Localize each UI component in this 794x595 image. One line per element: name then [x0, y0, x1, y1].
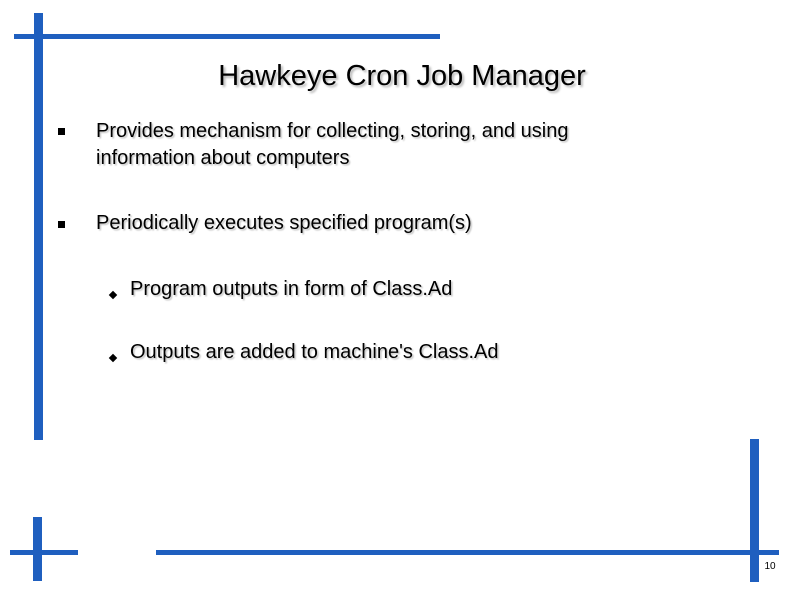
top-horizontal-bar [14, 34, 440, 39]
bullet-1-text [96, 118, 716, 172]
square-bullet-icon [58, 221, 65, 228]
bullet-2-text: Periodically executes specified program(s) [96, 212, 472, 234]
sub-bullet-1-text: Program outputs in form of Class.Ad [130, 278, 453, 300]
bullet-1-line-2: information about computers [96, 147, 350, 169]
bullet-1-line-1: Provides mechanism for collecting, storing, and using [96, 120, 569, 142]
diamond-bullet-icon [109, 354, 117, 362]
square-bullet-icon [58, 128, 65, 135]
bottom-left-vertical-bar [33, 517, 42, 581]
bottom-horizontal-bar [156, 550, 779, 555]
diamond-bullet-icon [109, 291, 117, 299]
sub-bullet-2-text: Outputs are added to machine's Class.Ad [130, 341, 499, 363]
page-number: 10 [764, 561, 776, 572]
bottom-left-horizontal-bar [10, 550, 78, 555]
slide-title: Hawkeye Cron Job Manager [218, 60, 586, 92]
